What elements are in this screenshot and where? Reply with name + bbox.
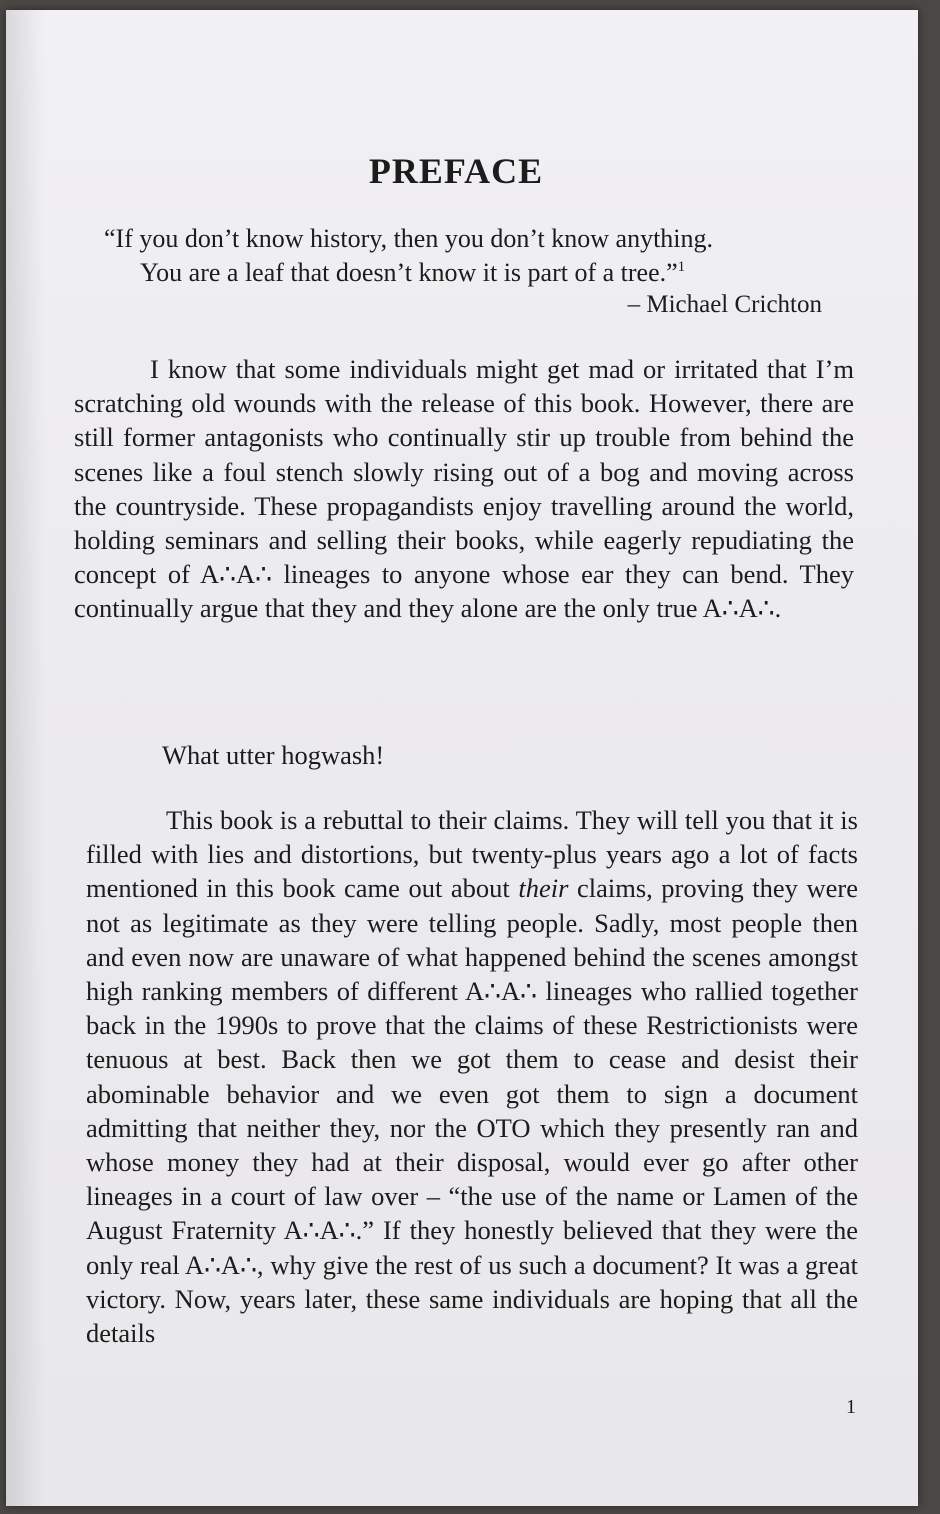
paragraph-1: I know that some individuals might get mad or irritated that I’m scratching old wounds with the release of this book. However, there are still former antagonists who continually stir up trouble from behind the scenes like a foul stench slowly rising out of a bog and moving across the countryside. These propagandists enjoy travelling around the world, holding seminars and selling their books, while eagerly repudiating the concept of A∴A∴ lineages to anyone whose ear they can bend. They continually argue that they and they alone are the only true A∴A∴. — [74, 354, 854, 624]
footnote-marker: 1 — [677, 259, 686, 275]
paragraph-3-italic: their — [518, 873, 569, 904]
epigraph-attribution: – Michael Crichton — [627, 291, 822, 318]
paragraph-2: What utter hogwash! — [162, 740, 385, 770]
paragraph-3-part-2: claims, proving they were not as legitimate as they were telling people. Sadly, most people then and even now are unaware of what happened behind the scenes amongst high ranking members of different A∴A∴ lineages who rallied together back in the 1990s to prove that the claims of these Restrictionists were tenuous at best. Back then we got them to cease and desist their abominable behavior and we even got them to sign a document admitting that neither they, nor the OTO which they presently ran and whose money they had at their disposal, would ever go after other lineages in a court of law over – “the use of the name or Lamen of the August Fraternity A∴A∴.” If they honestly believed that they were the only real A∴A∴, why give the rest of us such a document? It was a great victory. Now, years later, these same individuals are hoping that all the details — [86, 873, 858, 1349]
epigraph-line-2-text: You are a leaf that doesn’t know it is part of a tree.” — [140, 258, 678, 287]
page-title: PREFACE — [368, 151, 544, 191]
paragraph-3 — [86, 803, 858, 1350]
epigraph — [96, 222, 836, 320]
book-page — [6, 10, 918, 1506]
page-fold-shadow — [6, 10, 44, 1506]
paragraph-3-part-1: This book is a rebuttal to their claims. They will tell you that it is filled with lies and distortions, but twenty-plus years ago a lot of facts mentioned in this book came out about — [86, 805, 858, 904]
epigraph-line-2 — [96, 256, 836, 290]
epigraph-line-1: “If you don’t know history, then you don’t know anything. — [104, 224, 714, 253]
page-number: 1 — [846, 1396, 856, 1418]
